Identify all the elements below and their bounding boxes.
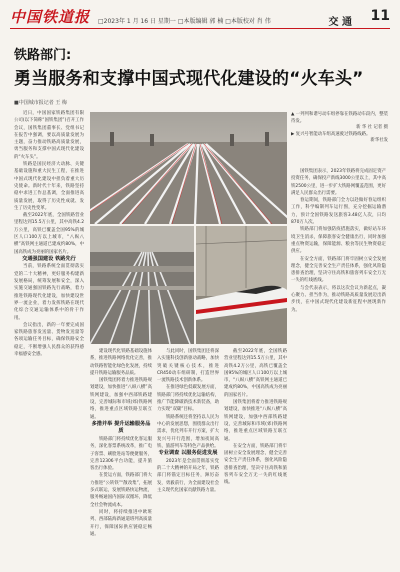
caption-credit: 新 华 社 记者 摄 xyxy=(356,125,388,130)
masthead-rule xyxy=(10,28,390,29)
dateline: □2023年 1 月 16 日 星期一 □本版编辑 郭 楠 □本版校对 肖 伟 xyxy=(98,18,271,25)
subheading: 专业调查 以服务促进发展 xyxy=(158,450,218,457)
paragraph: 春运期间，铁路部门全力以赴做好春运组织工作，科学编制列车运行图，充分挖掘运输潜力，预计全国铁路发送旅客3.48亿人次，日均870万人次。 xyxy=(291,198,386,226)
paragraph: 截至2022年底，全国铁路营业里程达到15.5万公里，其中高铁4.2万公里，高铁已覆盖全国95%的城区人口100万以上城市，“八纵八横”高铁网主通道已建成约80%，中国高铁成为亮丽的国家名片。 xyxy=(224,349,287,398)
paragraph: 与此同时，国铁集团还将深入实施科技创新驱动战略，加快突破关键核心技术，推进CR450动车组研制，打造世界一流铁路技术创新体系。 xyxy=(157,349,219,384)
article-column-3 xyxy=(157,348,219,562)
article-kicker: 铁路部门: xyxy=(14,48,72,63)
depot-trains-illustration xyxy=(90,112,287,224)
newspaper-logo: 中国铁道报 xyxy=(10,8,91,26)
paragraph: 国铁集团将着力推进铁路规划建设，加快推进“八纵八横”高铁网建设，加强中西部铁路建设，完善城际和市域(郊)铁路网络，推进重点区域铁路互联互通。 xyxy=(90,378,152,420)
station-aerial-illustration xyxy=(90,226,194,344)
masthead xyxy=(10,6,390,28)
subheading: 多措并举 提升运输服务品质 xyxy=(91,420,151,435)
paragraph: 与会代表表示，将以这次会议为新起点，凝心聚力、担当作为，推动铁路高质量发展迈出新步伐，在中国式现代化建设新征程中展现新作为。 xyxy=(291,285,386,313)
paragraph: 铁路是国民经济大动脉、关键基础设施和重大民生工程，在推进中国式现代化建设中担负着重大历史使命。新时代十年来，铁路坚持稳中求进工作总基调，全面推进高质量发展，取得了历史性成就、发生了历史性变革。 xyxy=(14,162,84,211)
subheading: 交通强国建设 铁路先行 xyxy=(22,255,76,262)
paragraph: 近日，中国国家铁路集团有限公司(以下简称“国铁集团”)召开工作会议，国铁集团董事长、党组书记在报告中强调，要以高质量发展为主题，奋力推动铁路高质量发展，勇当服务和支撑中国式现代化建设的“火车头”。 xyxy=(14,111,84,160)
photo-depot-trains xyxy=(90,112,287,224)
paragraph: 国铁集团将着力推进铁路规划建设，加快推进“八纵八横”高铁网建设，加强中西部铁路建设，完善城际和市域(郊)铁路网络，推进重点区域铁路互联互通。 xyxy=(224,400,287,442)
caption-credit: 新华社发 xyxy=(370,138,388,143)
article-headline: 勇当服务和支撑中国式现代化建设的“火车头” xyxy=(14,69,364,89)
article-byline: ■中国城市报记者 王 梅 xyxy=(14,100,67,106)
photo-caption xyxy=(291,112,388,164)
article-column-1 xyxy=(14,110,84,562)
paragraph: 同时，将持续推进中欧班列、西部陆海新通道班列高质量开行，保障国际供应链稳定畅通。 xyxy=(90,509,152,537)
article-column-4 xyxy=(291,168,386,562)
paragraph: 在货运方面，铁路部门将大力推进“公转铁”“散改集”，拓展多式联运，发展铁路快运物流，服务畅通国内国际双循环，降低全社会物流成本。 xyxy=(90,473,152,508)
paragraph: 铁路部门将加强防疫措施落实，做好站车环境卫生消杀，保障旅客安全健康出行，同时加强重点物资运输，保障能源、粮食等民生物资稳定供应。 xyxy=(291,227,386,255)
article-column-2 xyxy=(90,348,152,562)
paragraph: 当前，铁路系统全面贯彻落实党的二十大精神，更好服务构建新发展格局，统筹发展和安全，深入实施交通强国铁路先行战略，着力推进铁路现代化建设，加快建设世界一流企业，着力发挥铁路在现代化综合交通运输体系中的骨干作用。 xyxy=(14,264,84,321)
paragraph: 铁路系统还将坚持以人民为中心的发展思想，围绕群众出行需求，优化列车开行方案，扩大复兴号开行范围，增加夜间高铁、旅游列车等特色产品供给。 xyxy=(157,414,219,449)
section-name: 交 通 xyxy=(328,17,352,28)
paragraph: 会议指出，新的一年要完成国家铁路旅客发送量、货物发送量等各项运输任务目标，确保铁路安全稳定，不断增强人民群众的获得感幸福感安全感。 xyxy=(14,322,84,357)
page-number: 11 xyxy=(370,8,390,24)
photo-station-aerial xyxy=(90,226,194,344)
caption-line: ▲ 一列列和谐号动车组停靠在铁路动车段内，整装待发。 xyxy=(291,112,388,124)
paragraph: 2023年是全面贯彻落实党的二十大精神的开局之年，铁路部门将锚定目标任务，踔厉奋发，勇毅前行，为全面建设社会主义现代化国家贡献铁路力量。 xyxy=(157,458,219,493)
paragraph: 铁路部门将持续优化客运服务，深化客票系统改革，推广电子客票、刷脸进站等便捷服务，完善12306平台功能，提升旅客出行体验。 xyxy=(90,436,152,472)
paragraph: 建设现代化铁路基础设施体系，推进铁路网络优化完善，推动铁路智能化绿色化发展，持续提升铁路运输服务品质。 xyxy=(90,349,152,376)
paragraph: 国铁集团表示，2023年铁路将完成固定资产投资任务，确保投产新线3000公里以上，其中高铁2500公里，进一步扩大铁路网覆盖范围，更好满足人民群众出行需要。 xyxy=(291,169,386,196)
paragraph: 在推进绿色低碳发展方面，铁路部门将持续优化运输结构，推广节能降碳新技术新装备，助力实现“双碳”目标。 xyxy=(157,385,219,413)
photo-bullet-train xyxy=(196,226,287,344)
article-column-3b xyxy=(224,348,287,562)
paragraph: 在安全方面，铁路部门将牢固树立安全发展理念，健全完善安全生产责任体系，强化风险隐患排查治理，坚决守住高铁和旅客列车安全万无一失的红线底线。 xyxy=(224,443,287,486)
bullet-train-illustration xyxy=(196,226,287,344)
paragraph: 在安全方面，铁路部门将牢固树立安全发展理念，健全完善安全生产责任体系，强化风险隐患排查治理，坚决守住高铁和旅客列车安全万无一失的红线底线。 xyxy=(291,256,386,284)
paragraph: 截至2022年底，全国铁路营业里程达到15.5万公里，其中高铁4.2万公里，高铁已覆盖全国95%的城区人口100万以上城市，“八纵八横”高铁网主通道已建成约80%，中国高铁成为亮丽的国家名片。 xyxy=(14,213,84,255)
caption-line: ▶ 复兴号智能动车组高速驶过铁路线路。 xyxy=(291,131,371,137)
